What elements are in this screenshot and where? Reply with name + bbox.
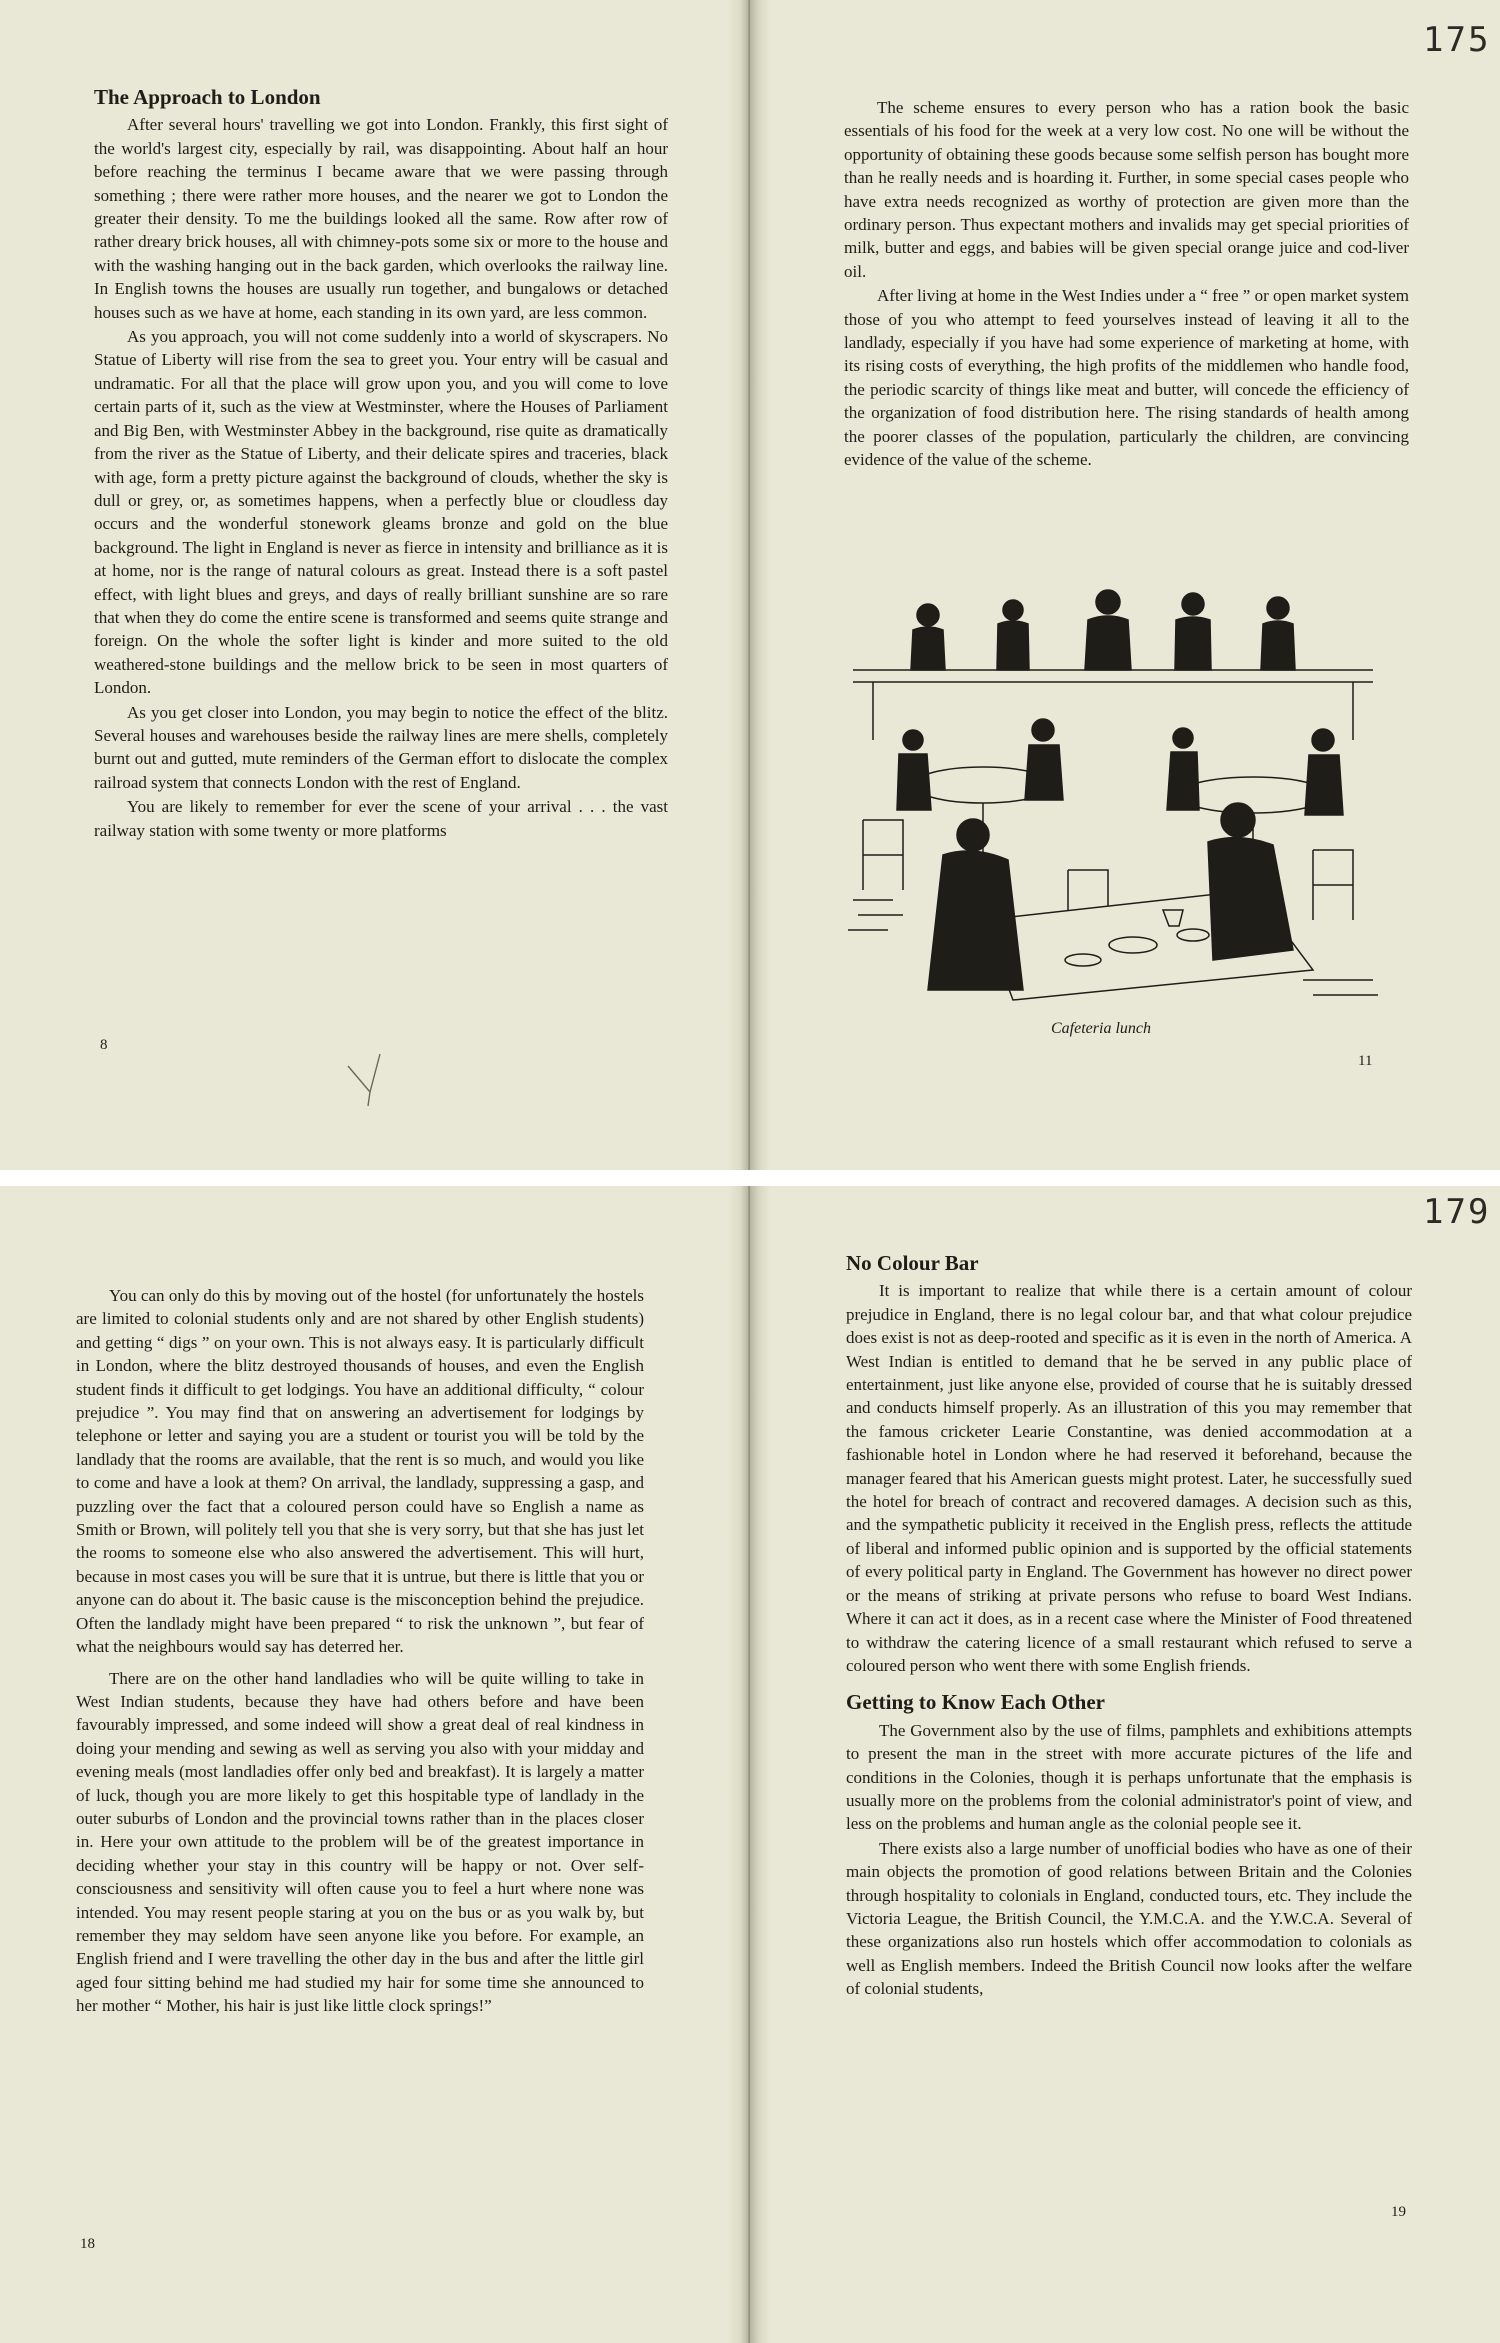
pencil-mark xyxy=(340,1052,400,1108)
paragraph: As you approach, you will not come suddenly into a world of skyscrapers. No Statue of Liberty will rise from the sea to greet you. Your entry will be casual and undramatic. For all that the place will grow upon you, and you will come to love certain parts of it, such as the view at Westminster, where the Houses of Parliament and Big Ben, with Westminster Abbey in the background, rise quite as dramatically from the river as the Statue of Liberty, and their delicate spires and traceries, black with age, form a pretty picture against the background of clouds, whether the sky is dull or grey, or, as sometimes happens, when a perfectly blue or cloudless day occurs and the wonderful stonework gleams bronze and gold on the blue background. The light in England is never as fierce in intensity and brilliance as it is at home, nor is the range of natural colours as great. Instead there is a soft pastel effect, with light blues and greys, and days of really brilliant sunshine are so rare that when they do come the entire scene is transformed and seems quite strange and foreign. On the whole the softer light is kinder and more suited to the old weathered-stone buildings and the mellow brick to be seen in most quarters of London. xyxy=(94,327,668,698)
page-18-text xyxy=(76,1284,644,2018)
page-11 xyxy=(771,0,1500,1170)
page-number: 8 xyxy=(100,1037,108,1053)
illustration-caption: Cafeteria lunch xyxy=(1051,1020,1151,1037)
page-number: 11 xyxy=(1358,1053,1373,1069)
page-19 xyxy=(771,1186,1500,2343)
paragraph: The Government also by the use of films, pamphlets and exhibitions attempts to present the man in the street with more accurate pictures of the life and conditions in the Colonies, though it is perhaps unfortunate that the emphasis is usually more on the problems from the colonial administrator's point of view, and less on the problems and human angle as the colonial people see it. xyxy=(846,1720,1412,1834)
bottom-spread xyxy=(0,1186,1500,2343)
book-gutter xyxy=(727,1186,771,2343)
paragraph: There are on the other hand landladies who will be quite willing to take in West Indian students, because they have had others before and have been favourably impressed, and some indeed will show a great deal of real kindness in doing your mending and sewing as well as serving you also with your midday and evening meals (most landladies offer only bed and breakfast). It is largely a matter of luck, though you are more likely to get this hospitable type of landlady in the outer suburbs of London and the provincial towns rather than in the places closer in. Here your own attitude to the problem will be of the greatest importance in deciding whether your stay in this country will be happy or not. Over self-consciousness and sensitivity will often cause you to feel a hurt where none was intended. You may resent people staring at you on the bus or as you walk by, but remember they may seldom have seen anyone like you before. For example, an English friend and I were travelling the other day in the bus and after the little girl aged four sitting behind me had studied my hair for some time she announced to her mother “ Mother, his hair is just like little clock springs!” xyxy=(76,1668,644,2016)
page-18 xyxy=(0,1186,727,2343)
cafeteria-illustration xyxy=(833,570,1393,1010)
paragraph: It is important to realize that while there is a certain amount of colour prejudice in England, there is no legal colour bar, and that what colour prejudice does exist is not as deep-rooted and specific as it is even in the north of America. A West Indian is entitled to demand that he be served in any public place of entertainment, just like anyone else, provided of course that he is suitably dressed and conducts himself properly. As an illustration of this you may remember that the famous cricketer Learie Constantine, was denied accommodation at a fashionable hotel in London where he had reserved it beforehand, because the manager feared that his American guests might protest. Later, he successfully sued the hotel for breach of contract and recovered damages. A decision such as this, and the sympathetic publicity it received in the English press, reflects the attitude of liberal and informed public opinion and is supported by the official statements of every political party in England. The Government has however no direct power or the means of striking at private persons who refuse to board West Indians. Where it can act it does, as in a recent case where the Minister of Food threatened to withdraw the catering licence of a small restaurant which refused to serve a coloured person who went there with some English friends. xyxy=(846,1281,1412,1675)
paragraph: After several hours' travelling we got into London. Frankly, this first sight of the world's largest city, especially by rail, was disappointing. About half an hour before reaching the terminus I became aware that we were passing through something ; there were rather more houses, and the nearer we got to London the greater their density. To me the buildings looked all the same. Row after row of rather dreary brick houses, all with chimney-pots some six or more to the house and with the washing hanging out in the back garden, which overlooks the railway line. In English towns the houses are usually run together, and bungalows or detached houses such as we have at home, each standing in its own yard, are less common. xyxy=(94,115,668,322)
page-19-text xyxy=(846,1252,1412,2001)
book-gutter xyxy=(727,0,771,1170)
heading-no-colour-bar: No Colour Bar xyxy=(846,1251,979,1275)
heading-getting-to-know-each-other: Getting to Know Each Other xyxy=(846,1690,1105,1715)
page-11-text xyxy=(844,96,1409,472)
paragraph: After living at home in the West Indies under a “ free ” or open market system those of you who attempt to feed yourselves instead of leaving it all to the landlady, especially if you have had some experience of marketing at home, with its rising costs of everything, the high profits of the middlemen who handle food, the periodic scarcity of things like meat and butter, will concede the efficiency of the organization of food distribution here. The rising standards of health among the poorer classes of the population, particularly the children, are convincing evidence of the value of the scheme. xyxy=(844,286,1409,470)
paragraph: There exists also a large number of unofficial bodies who have as one of their main objects the promotion of good relations between Britain and the Colonies through hospitality to colonials in England, conducted tours, etc. They include the Victoria League, the British Council, the Y.M.C.A. and the Y.W.C.A. Several of these organizations also run hostels which offer accommodation to colonials as well as English members. Indeed the British Council now looks after the welfare of colonial students, xyxy=(846,1838,1412,1999)
paragraph: You can only do this by moving out of the hostel (for unfortunately the hostels are limited to colonial students only and are not shared by other English students) and getting “ digs ” on your own. This is not always easy. It is particularly difficult in London, where the blitz destroyed thousands of houses, and even the English student finds it difficult to get lodgings. You have an additional difficulty, “ colour prejudice ”. You may find that on answering an advertisement for lodgings by telephone or letter and saying you are a student or tourist you will be told by the landlady that the rooms are available, that the rent is so much, and would you like to come and have a look at them? On arrival, the landlady, suppressing a gasp, and puzzling over the fact that a coloured person could have so English a name as Smith or Brown, will politely tell you that she is very sorry, but that she has just let the rooms to someone else who also answered the advertisement. This will hurt, because in most cases you will be sure that it is untrue, but there is little that you or anyone can do about it. The basic cause is the misconception behind the prejudice. Often the landlady might have been prepared “ to risk the unknown ”, but fear of what the neighbours would say has deterred her. xyxy=(76,1286,644,1657)
paragraph: The scheme ensures to every person who has a ration book the basic essentials of his food for the week at a very low cost. No one will be without the opportunity of obtaining these goods because some selfish person has bought more than he really needs and is hoarding it. Further, in some special cases people who have extra needs recognized as worthy of protection are given more than the ordinary person. Thus expectant mothers and invalids may get special priorities of milk, butter and eggs, and babies will be given special orange juice and cod-liver oil. xyxy=(844,98,1409,281)
page-8 xyxy=(0,0,727,1170)
page-number: 19 xyxy=(1391,2204,1406,2220)
paragraph: As you get closer into London, you may begin to notice the effect of the blitz. Several houses and warehouses beside the railway lines are mere shells, completely burnt out and gutted, mute reminders of the German effort to dislocate the complex railroad system that connects London with the rest of England. xyxy=(94,702,668,792)
page-number: 18 xyxy=(80,2236,95,2252)
top-spread xyxy=(0,0,1500,1170)
heading-approach-to-london: The Approach to London xyxy=(94,85,321,109)
paragraph: You are likely to remember for ever the scene of your arrival . . . the vast railway station with some twenty or more platforms xyxy=(94,797,668,840)
archive-stamp-number: 179 xyxy=(1423,1192,1491,1232)
archive-stamp-number: 175 xyxy=(1423,20,1491,60)
page-8-text xyxy=(94,86,668,842)
